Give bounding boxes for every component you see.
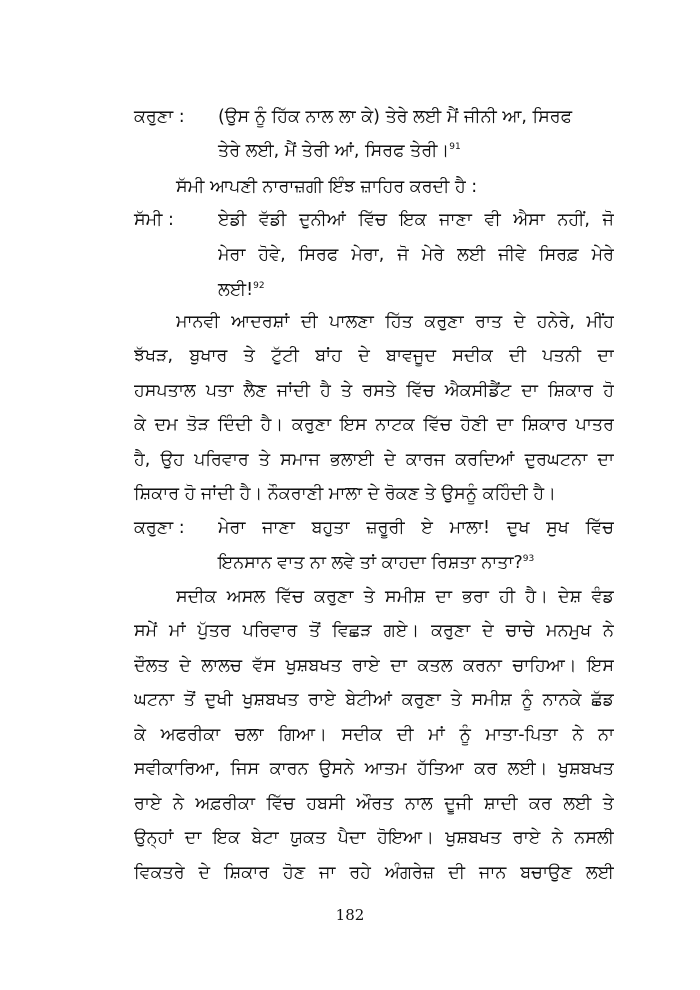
speaker-label: ਸੱਮੀ : bbox=[134, 210, 174, 230]
footnote-marker: 93 bbox=[522, 554, 535, 565]
paragraph-line: ਝੱਖੜ, ਬੁਖਾਰ ਤੇ ਟੁੱਟੀ ਬਾਂਹ ਦੇ ਬਾਵਜੂਦ ਸਦੀਕ ਦੀ ਪਤਨੀ ਦਾ bbox=[134, 346, 614, 366]
dialogue-text: ਲਈ! bbox=[218, 280, 254, 300]
paragraph-line: ਦੌਲਤ ਦੇ ਲਾਲਚ ਵੱਸ ਖੁਸ਼ਬਖਤ ਰਾਏ ਦਾ ਕਤਲ ਕਰਨਾ ਚਾਹਿਆ। ਇਸ bbox=[134, 656, 614, 676]
speaker-label: ਕਰੁਣਾ : bbox=[134, 518, 185, 538]
paragraph-line: ਸਦੀਕ ਅਸਲ ਵਿੱਚ ਕਰੁਣਾ ਤੇ ਸਮੀਸ਼ ਦਾ ਭਰਾ ਹੀ ਹੈ। ਦੇਸ਼ ਵੰਡ bbox=[176, 587, 614, 607]
paragraph-line: ਵਿਕਤਰੇ ਦੇ ਸ਼ਿਕਾਰ ਹੋਣ ਜਾ ਰਹੇ ਅੰਗਰੇਜ਼ ਦੀ ਜਾਨ ਬਚਾਉਣ ਲਈ bbox=[134, 863, 614, 883]
dialogue-text: ਤੇਰੇ ਲਈ, ਮੈਂ ਤੇਰੀ ਆਂ, ਸਿਰਫ ਤੇਰੀ। bbox=[218, 141, 450, 161]
paragraph-line: ਘਟਨਾ ਤੋਂ ਦੁਖੀ ਖੁਸ਼ਬਖਤ ਰਾਏ ਬੇਟੀਆਂ ਕਰੁਣਾ ਤੇ ਸਮੀਸ਼ ਨੂੰ ਨਾਨਕੇ ਛੱਡ bbox=[134, 690, 614, 710]
dialogue-line bbox=[218, 139, 461, 163]
page-number: 182 bbox=[335, 906, 365, 924]
dialogue-line: ਮੇਰਾ ਜਾਣਾ ਬਹੁਤਾ ਜ਼ਰੂਰੀ ਏ ਮਾਲਾ! ਦੁਖ ਸੁਖ ਵਿੱਚ bbox=[218, 518, 614, 538]
footnote-marker: 91 bbox=[449, 142, 461, 153]
paragraph-line: ਕੇ ਅਫਰੀਕਾ ਚਲਾ ਗਿਆ। ਸਦੀਕ ਦੀ ਮਾਂ ਨੂੰ ਮਾਤਾ-ਪਿਤਾ ਨੇ ਨਾ bbox=[134, 725, 614, 745]
dialogue-line: ਮੇਰਾ ਹੋਵੇ, ਸਿਰਫ ਮੇਰਾ, ਜੋ ਮੇਰੇ ਲਈ ਜੀਵੇ ਸਿਰਫ਼ ਮੇਰੇ bbox=[218, 245, 614, 265]
paragraph-line: ਸ਼ਿਕਾਰ ਹੋ ਜਾਂਦੀ ਹੈ। ਨੌਕਰਾਣੀ ਮਾਲਾ ਦੇ ਰੋਕਣ ਤੇ ਉਸਨੂੰ ਕਹਿੰਦੀ ਹੈ। bbox=[134, 484, 556, 504]
paragraph-line: ਹਸਪਤਾਲ ਪਤਾ ਲੈਣ ਜਾਂਦੀ ਹੈ ਤੇ ਰਸਤੇ ਵਿੱਚ ਐਕਸੀਡੈਂਟ ਦਾ ਸ਼ਿਕਾਰ ਹੋ bbox=[134, 381, 614, 401]
paragraph-line: ਸਮੇਂ ਮਾਂ ਪੁੱਤਰ ਪਰਿਵਾਰ ਤੋਂ ਵਿਛੜ ਗਏ। ਕਰੁਣਾ ਦੇ ਚਾਚੇ ਮਨਮੁਖ ਨੇ bbox=[134, 621, 614, 641]
paragraph-line: ਉਨ੍ਹਾਂ ਦਾ ਇਕ ਬੇਟਾ ਯੁਕਤ ਪੈਦਾ ਹੋਇਆ। ਖੁਸ਼ਬਖਤ ਰਾਏ ਨੇ ਨਸਲੀ bbox=[134, 828, 614, 848]
paragraph-line: ਮਾਨਵੀ ਆਦਰਸ਼ਾਂ ਦੀ ਪਾਲਣਾ ਹਿੱਤ ਕਰੁਣਾ ਰਾਤ ਦੇ ਹਨੇਰੇ, ਮੀਂਹ bbox=[176, 312, 614, 332]
paragraph-line: ਹੈ, ਉਹ ਪਰਿਵਾਰ ਤੇ ਸਮਾਜ ਭਲਾਈ ਦੇ ਕਾਰਜ ਕਰਦਿਆਂ ਦੁਰਘਟਨਾ ਦਾ bbox=[134, 450, 614, 470]
dialogue-line bbox=[218, 278, 265, 302]
dialogue-line bbox=[218, 551, 534, 575]
paragraph-line: ਰਾਏ ਨੇ ਅਫ਼ਰੀਕਾ ਵਿੱਚ ਹਬਸੀ ਔਰਤ ਨਾਲ ਦੂਜੀ ਸ਼ਾਦੀ ਕਰ ਲਈ ਤੇ bbox=[134, 794, 614, 814]
speaker-label: ਕਰੁਣਾ : bbox=[134, 107, 185, 127]
paragraph-line: ਸਵੀਕਾਰਿਆ, ਜਿਸ ਕਾਰਨ ਉਸਨੇ ਆਤਮ ਹੱਤਿਆ ਕਰ ਲਈ। ਖੁਸ਼ਬਖਤ bbox=[134, 759, 614, 779]
dialogue-line bbox=[218, 105, 572, 129]
narration-line: ਸੱਮੀ ਆਪਣੀ ਨਾਰਾਜ਼ਗੀ ਇੰਝ ਜ਼ਾਹਿਰ ਕਰਦੀ ਹੈ : bbox=[176, 177, 478, 197]
dialogue-line: ਏਡੀ ਵੱਡੀ ਦੁਨੀਆਂ ਵਿੱਚ ਇਕ ਜਾਣਾ ਵੀ ਐਸਾ ਨਹੀਂ, ਜੋ bbox=[218, 210, 614, 230]
footnote-marker: 92 bbox=[253, 281, 265, 292]
dialogue-text: (ਉਸ ਨੂੰ ਹਿੱਕ ਨਾਲ ਲਾ ਕੇ) ਤੇਰੇ ਲਈ ਮੈਂ ਜੀਨੀ ਆ, ਸਿਰਫ bbox=[218, 107, 573, 127]
paragraph-line: ਕੇ ਦਮ ਤੋੜ ਦਿੰਦੀ ਹੈ। ਕਰੁਣਾ ਇਸ ਨਾਟਕ ਵਿੱਚ ਹੋਣੀ ਦਾ ਸ਼ਿਕਾਰ ਪਾਤਰ bbox=[134, 415, 614, 435]
dialogue-text: ਇਨਸਾਨ ਵਾਤ ਨਾ ਲਵੇ ਤਾਂ ਕਾਹਦਾ ਰਿਸ਼ਤਾ ਨਾਤਾ? bbox=[218, 553, 523, 573]
